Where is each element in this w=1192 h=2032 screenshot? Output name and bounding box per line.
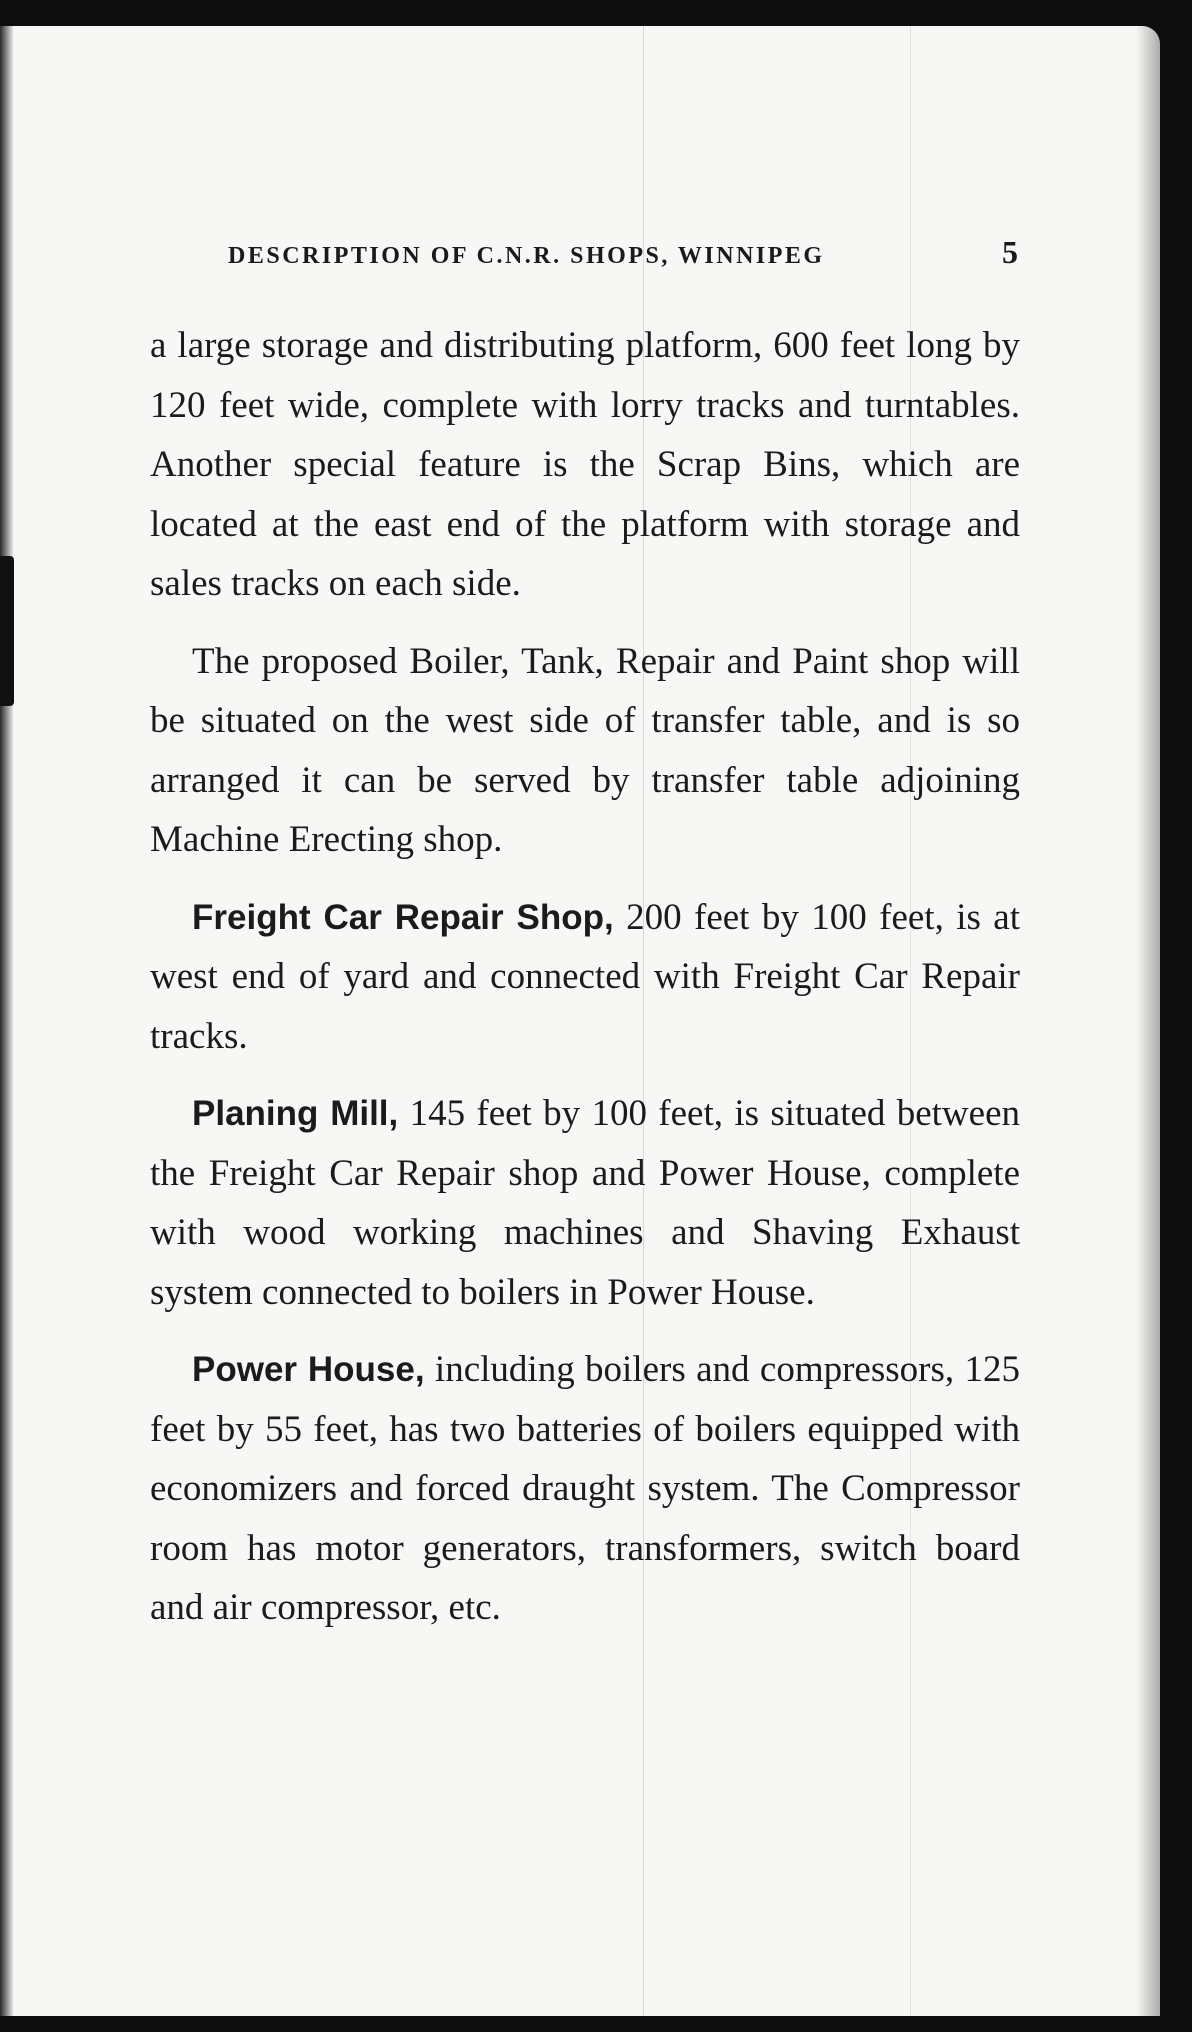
running-head xyxy=(228,234,1018,271)
page-number: 5 xyxy=(1002,234,1018,270)
paragraph-text: including boilers and compressors, 125 feet by 55 feet, has two batteries of boilers equipped with economizers and forced draught system. The Compressor room has motor generators, transformers, switch board and air compressor, etc. xyxy=(150,1349,1020,1628)
paragraph-text: 145 feet by 100 feet, is situated between the Freight Car Repair shop and Power House, complete with wood working machines and Shaving Exhaust system connected to boilers in Power House. xyxy=(150,1093,1020,1313)
paragraph-text: a large storage and distributing platform, 600 feet long by 120 feet wide, complete with lorry tracks and turntables. Another special feature is the Scrap Bins, which are located at the east end of the platform with storage and sales tracks on each side. xyxy=(150,325,1020,604)
page-edge-shadow-right xyxy=(1136,26,1160,2016)
paragraph-text: 200 feet by 100 feet, is at west end of yard and connected with Freight Car Repair tracks. xyxy=(150,896,1020,1057)
paragraph-platform xyxy=(150,316,1020,614)
paragraph-boiler-shop xyxy=(150,632,1020,870)
paragraph-lead: Freight Car Repair Shop, xyxy=(192,897,614,937)
paragraph-freight-car-repair-shop xyxy=(150,888,1020,1067)
paragraph-power-house xyxy=(150,1340,1020,1638)
paragraph-planing-mill xyxy=(150,1084,1020,1322)
body-text xyxy=(150,316,1020,1656)
book-page xyxy=(0,26,1160,2016)
running-title: DESCRIPTION OF C.N.R. SHOPS, WINNIPEG xyxy=(228,243,825,269)
paragraph-text: The proposed Boiler, Tank, Repair and Paint shop will be situated on the west side of transfer table, and is so arranged it can be served by transfer table adjoining Machine Erecting shop. xyxy=(150,640,1020,860)
paragraph-lead: Power House, xyxy=(192,1350,425,1389)
page-edge-shadow xyxy=(0,26,14,2016)
binding-mark xyxy=(0,556,14,706)
paragraph-lead: Planing Mill, xyxy=(192,1094,399,1133)
